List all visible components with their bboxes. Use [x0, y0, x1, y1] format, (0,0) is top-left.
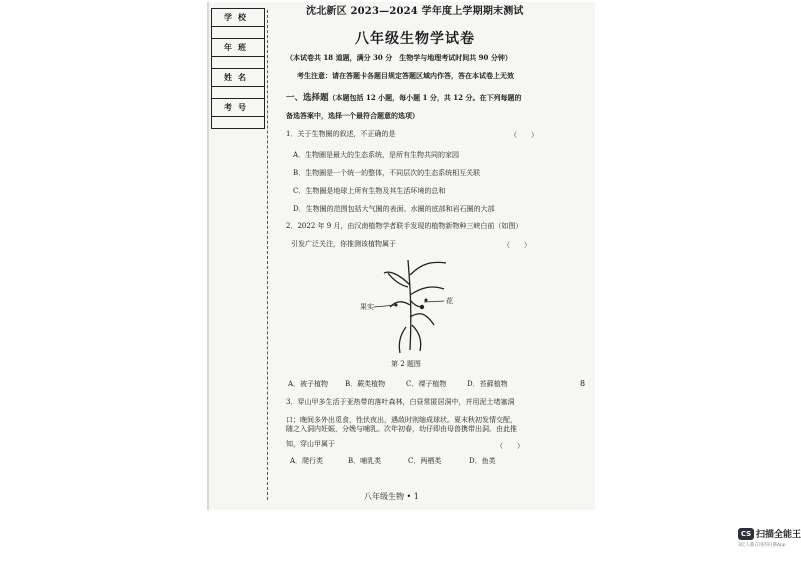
flower-label: 花 [446, 297, 453, 305]
q3-option-d: D．鱼类 [469, 457, 496, 465]
section1-heading [286, 93, 522, 103]
q2-option-a: A．被子植物 [288, 380, 329, 388]
student-info-box [211, 8, 265, 129]
q1-option-a: A．生物圈是最大的生态系统，是所有生物共同的家园 [293, 151, 460, 159]
scanner-tagline: 3亿人都在用的扫描App [738, 543, 786, 548]
paper-edge [207, 2, 209, 510]
plant-illustration [360, 255, 470, 355]
page-footer: 八年级生物 • 1 [364, 492, 419, 501]
q2-stem-line2: 引发广泛关注，你推测该植物属于 [291, 240, 396, 248]
q1-option-b: B．生物圈是一个统一的整体，不同层次的生态系统相互关联 [293, 169, 481, 177]
q1-option-c: C．生物圈是地球上所有生物及其生活环境的总和 [293, 187, 446, 195]
section1-title: 一、选择题 [286, 93, 329, 103]
q3-option-b: B．哺乳类 [348, 457, 382, 465]
exam-notice: 考生注意：请在答题卡各题目规定答题区域内作答，答在本试卷上无效 [297, 71, 514, 80]
section1-desc-cont: 备选答案中，选择一个最符合题意的选项） [286, 111, 419, 120]
info-label-id: 考号 [212, 99, 265, 117]
info-blank-class [212, 57, 265, 69]
q3-option-a: A．爬行类 [290, 457, 324, 465]
info-label-name: 姓名 [212, 69, 265, 87]
section1-desc: （本题包括 12 小题，每小题 1 分，共 12 分。在下列每题的 [328, 93, 522, 102]
binding-line [267, 10, 268, 500]
info-blank-school [212, 27, 265, 39]
q3-stem-line1: 3．穿山甲多生活于亚热带的落叶森林，白昼常匿居洞中，并用泥土堵塞洞 [286, 398, 515, 406]
info-label-school: 学校 [212, 9, 265, 27]
scanner-logo-icon: CS [738, 528, 754, 540]
q3-option-c: C．两栖类 [408, 457, 442, 465]
info-blank-id [212, 117, 265, 129]
q3-answer-paren: （ ） [496, 442, 524, 450]
exam-title: 沈北新区 2023—2024 学年度上学期期末测试 [306, 6, 524, 17]
q1-stem: 1．关于生物圈的叙述，不正确的是 [286, 130, 396, 138]
q3-stem-line2: 口；晚间多外出觅食，性伏夜出，遇敌时则缩成球状。夏末秋初发情交配， [286, 416, 517, 424]
q3-stem-line4: 知，穿山甲属于 [286, 440, 335, 448]
exam-subject-title: 八年级生物学试卷 [355, 31, 475, 47]
q2-figure-caption: 第 2 题图 [391, 360, 421, 368]
info-blank-name [212, 87, 265, 99]
info-label-class: 年班 [212, 39, 265, 57]
q2-option-d: D．苔藓植物 [467, 380, 508, 388]
q1-option-d: D．生物圈的范围包括大气圈的表面、水圈的底部和岩石圈的大部 [293, 205, 495, 213]
scanner-brand: 扫描全能王 [756, 530, 801, 540]
margin-number: 8 [580, 379, 586, 388]
q2-option-c: C．裸子植物 [406, 380, 447, 388]
q2-stem-line1: 2．2022 年 9 月，由汉南植物学者联手发现的植物新物种三峡白前（如图） [286, 222, 523, 230]
q1-answer-paren: （ ） [510, 131, 538, 139]
fruit-label: 果实 [360, 303, 374, 311]
exam-info: （本试卷共 18 道题，满分 30 分 生物学与地理考试时间共 90 分钟） [286, 53, 512, 62]
q3-stem-line3: 随之入洞内妊娠，分娩与哺乳。次年初春，幼仔即由母兽携带出洞。由此推 [286, 425, 517, 433]
q2-answer-paren: （ ） [503, 241, 531, 249]
q2-option-b: B．蕨类植物 [345, 380, 386, 388]
